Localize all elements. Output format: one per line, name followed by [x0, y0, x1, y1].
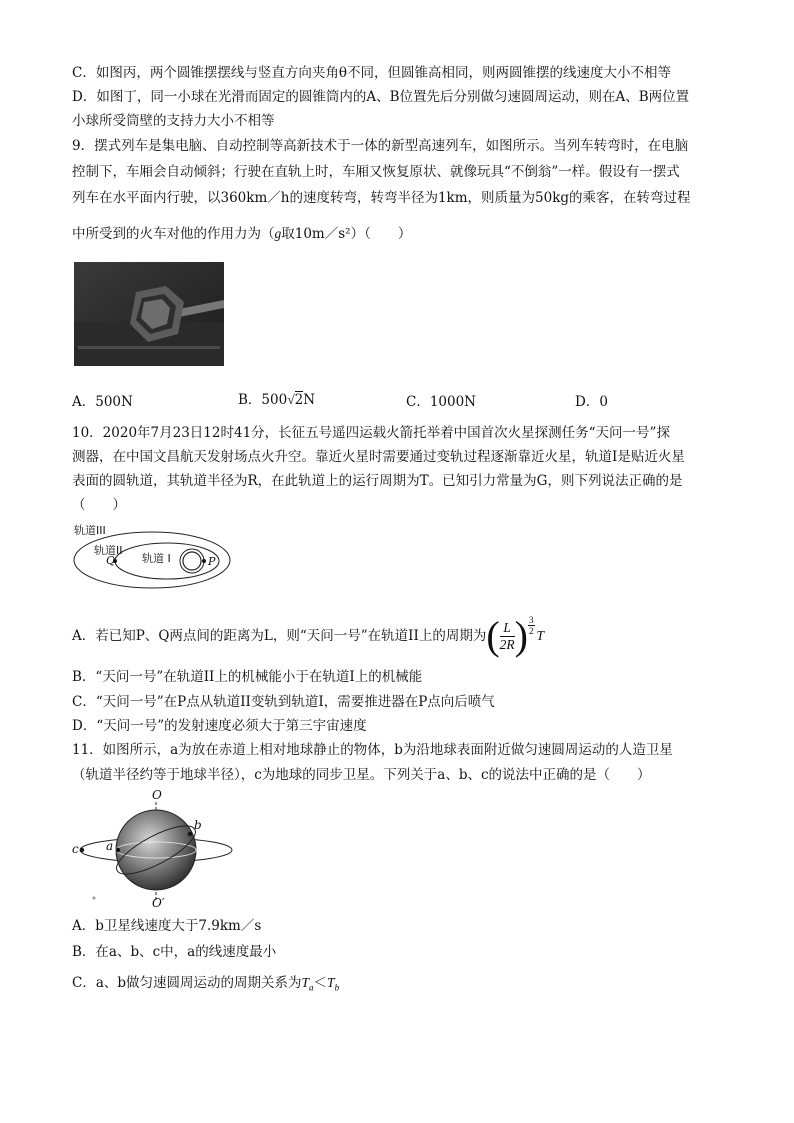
orbit3-label: 轨道III — [74, 524, 106, 537]
q8-option-d-line2: 小球所受筒壁的支持力大小不相等 — [72, 113, 275, 129]
q11-stem-line2: （轨道半径约等于地球半径），c为地球的同步卫星。下列关于a、b、c的说法中正确的是（ ） — [72, 767, 651, 783]
q11-stem-line1: 11．如图所示，a为放在赤道上相对地球静止的物体，b为沿地球表面附近做匀速圆周运动的人造卫星 — [72, 742, 673, 758]
q8-option-d-line1: D．如图丁，同一小球在光滑而固定的圆锥筒内的A、B位置先后分别做匀速圆周运动，则在A、B两位置 — [72, 89, 690, 105]
q10-stem-line4: （ ） — [72, 497, 126, 513]
q11-option-c: C．a、b做匀速圆周运动的周期关系为$T_a<T_b$ — [72, 975, 340, 993]
q11-option-a: A．b卫星线速度大于7.9km／s — [72, 918, 262, 934]
orbit1-label: 轨道 I — [142, 552, 171, 565]
satellite-c-label: c — [72, 842, 79, 856]
q9-stem-line2: 控制下，车厢会自动倾斜；行驶在直轨上时，车厢又恢复原状、就像玩具“不倒翁”一样。假设有一摆式 — [72, 164, 680, 180]
q9-option-b: B．500√2N — [238, 392, 316, 408]
l-over-2r-fraction: $\frac{L}{2R}$ — [499, 619, 515, 652]
axis-o-prime-label: O′ — [152, 896, 165, 910]
q10-option-b: B．“天问一号”在轨道II上的机械能小于在轨道I上的机械能 — [72, 669, 423, 685]
left-paren: ( — [486, 613, 500, 658]
q9-stem-line4: 中所受到的火车对他的作用力为（g取10m／s²）（ ） — [72, 226, 412, 242]
q9-stem-line1: 9．摆式列车是集电脑、自动控制等高新技术于一体的新型高速列车，如图所示。当列车转弯时，在电脑 — [72, 138, 689, 154]
q10-option-a: A．若已知P、Q两点间的距离为L，则“天问一号”在轨道II上的周期为 ( $\frac{L}{2R}$ ) $\frac{3}{2}$ T — [72, 613, 545, 658]
q10-option-d: D．“天问一号”的发射速度必须大于第三宇宙速度 — [72, 718, 367, 734]
q8-option-c: C．如图丙，两个圆锥摆摆线与竖直方向夹角θ不同，但圆锥高相同，则两圆锥摆的线速度大小不相等 — [72, 65, 671, 81]
q9-option-d: D．0 — [575, 394, 608, 410]
q10-stem-line3: 表面的圆轨道，其轨道半径为R，在此轨道上的运行周期为T。已知引力常量为G，则下列说法正确的是 — [72, 473, 683, 489]
q9-stem-line3: 列车在水平面内行驶，以360km／h的速度转弯，转弯半径为1km，则质量为50kg的乘客，在转弯过程 — [72, 190, 691, 206]
right-paren: ) — [514, 613, 528, 658]
orbit2-label: 轨道II — [94, 544, 123, 557]
q9-option-c: C．1000N — [406, 394, 476, 410]
mars-orbit-diagram — [72, 520, 232, 590]
q10-option-c: C．“天问一号”在P点从轨道II变轨到轨道I，需要推进器在P点向后喷气 — [72, 694, 495, 710]
point-p-label: P — [208, 555, 216, 568]
point-q-label: Q — [106, 554, 116, 567]
q11-option-b: B．在a、b、c中，a的线速度最小 — [72, 944, 277, 960]
object-a-label: a — [106, 839, 114, 853]
axis-o-label: O — [152, 788, 162, 802]
q10-stem-line1: 10．2020年7月23日12时41分，长征五号遥四运载火箭托举着中国首次火星探测任务“天问一号”探 — [72, 425, 670, 441]
satellite-b-label: b — [194, 818, 202, 832]
q10-stem-line2: 测器，在中国文昌航天发射场点火升空。靠近火星时需要通过变轨过程逐渐靠近火星，轨道I是贴近火星 — [72, 449, 685, 465]
earth-satellite-diagram — [72, 788, 242, 910]
exponent-three-halves: $\frac{3}{2}$ — [529, 614, 534, 636]
tilting-train-photo — [74, 262, 224, 366]
q9-option-a: A．500N — [72, 394, 133, 410]
